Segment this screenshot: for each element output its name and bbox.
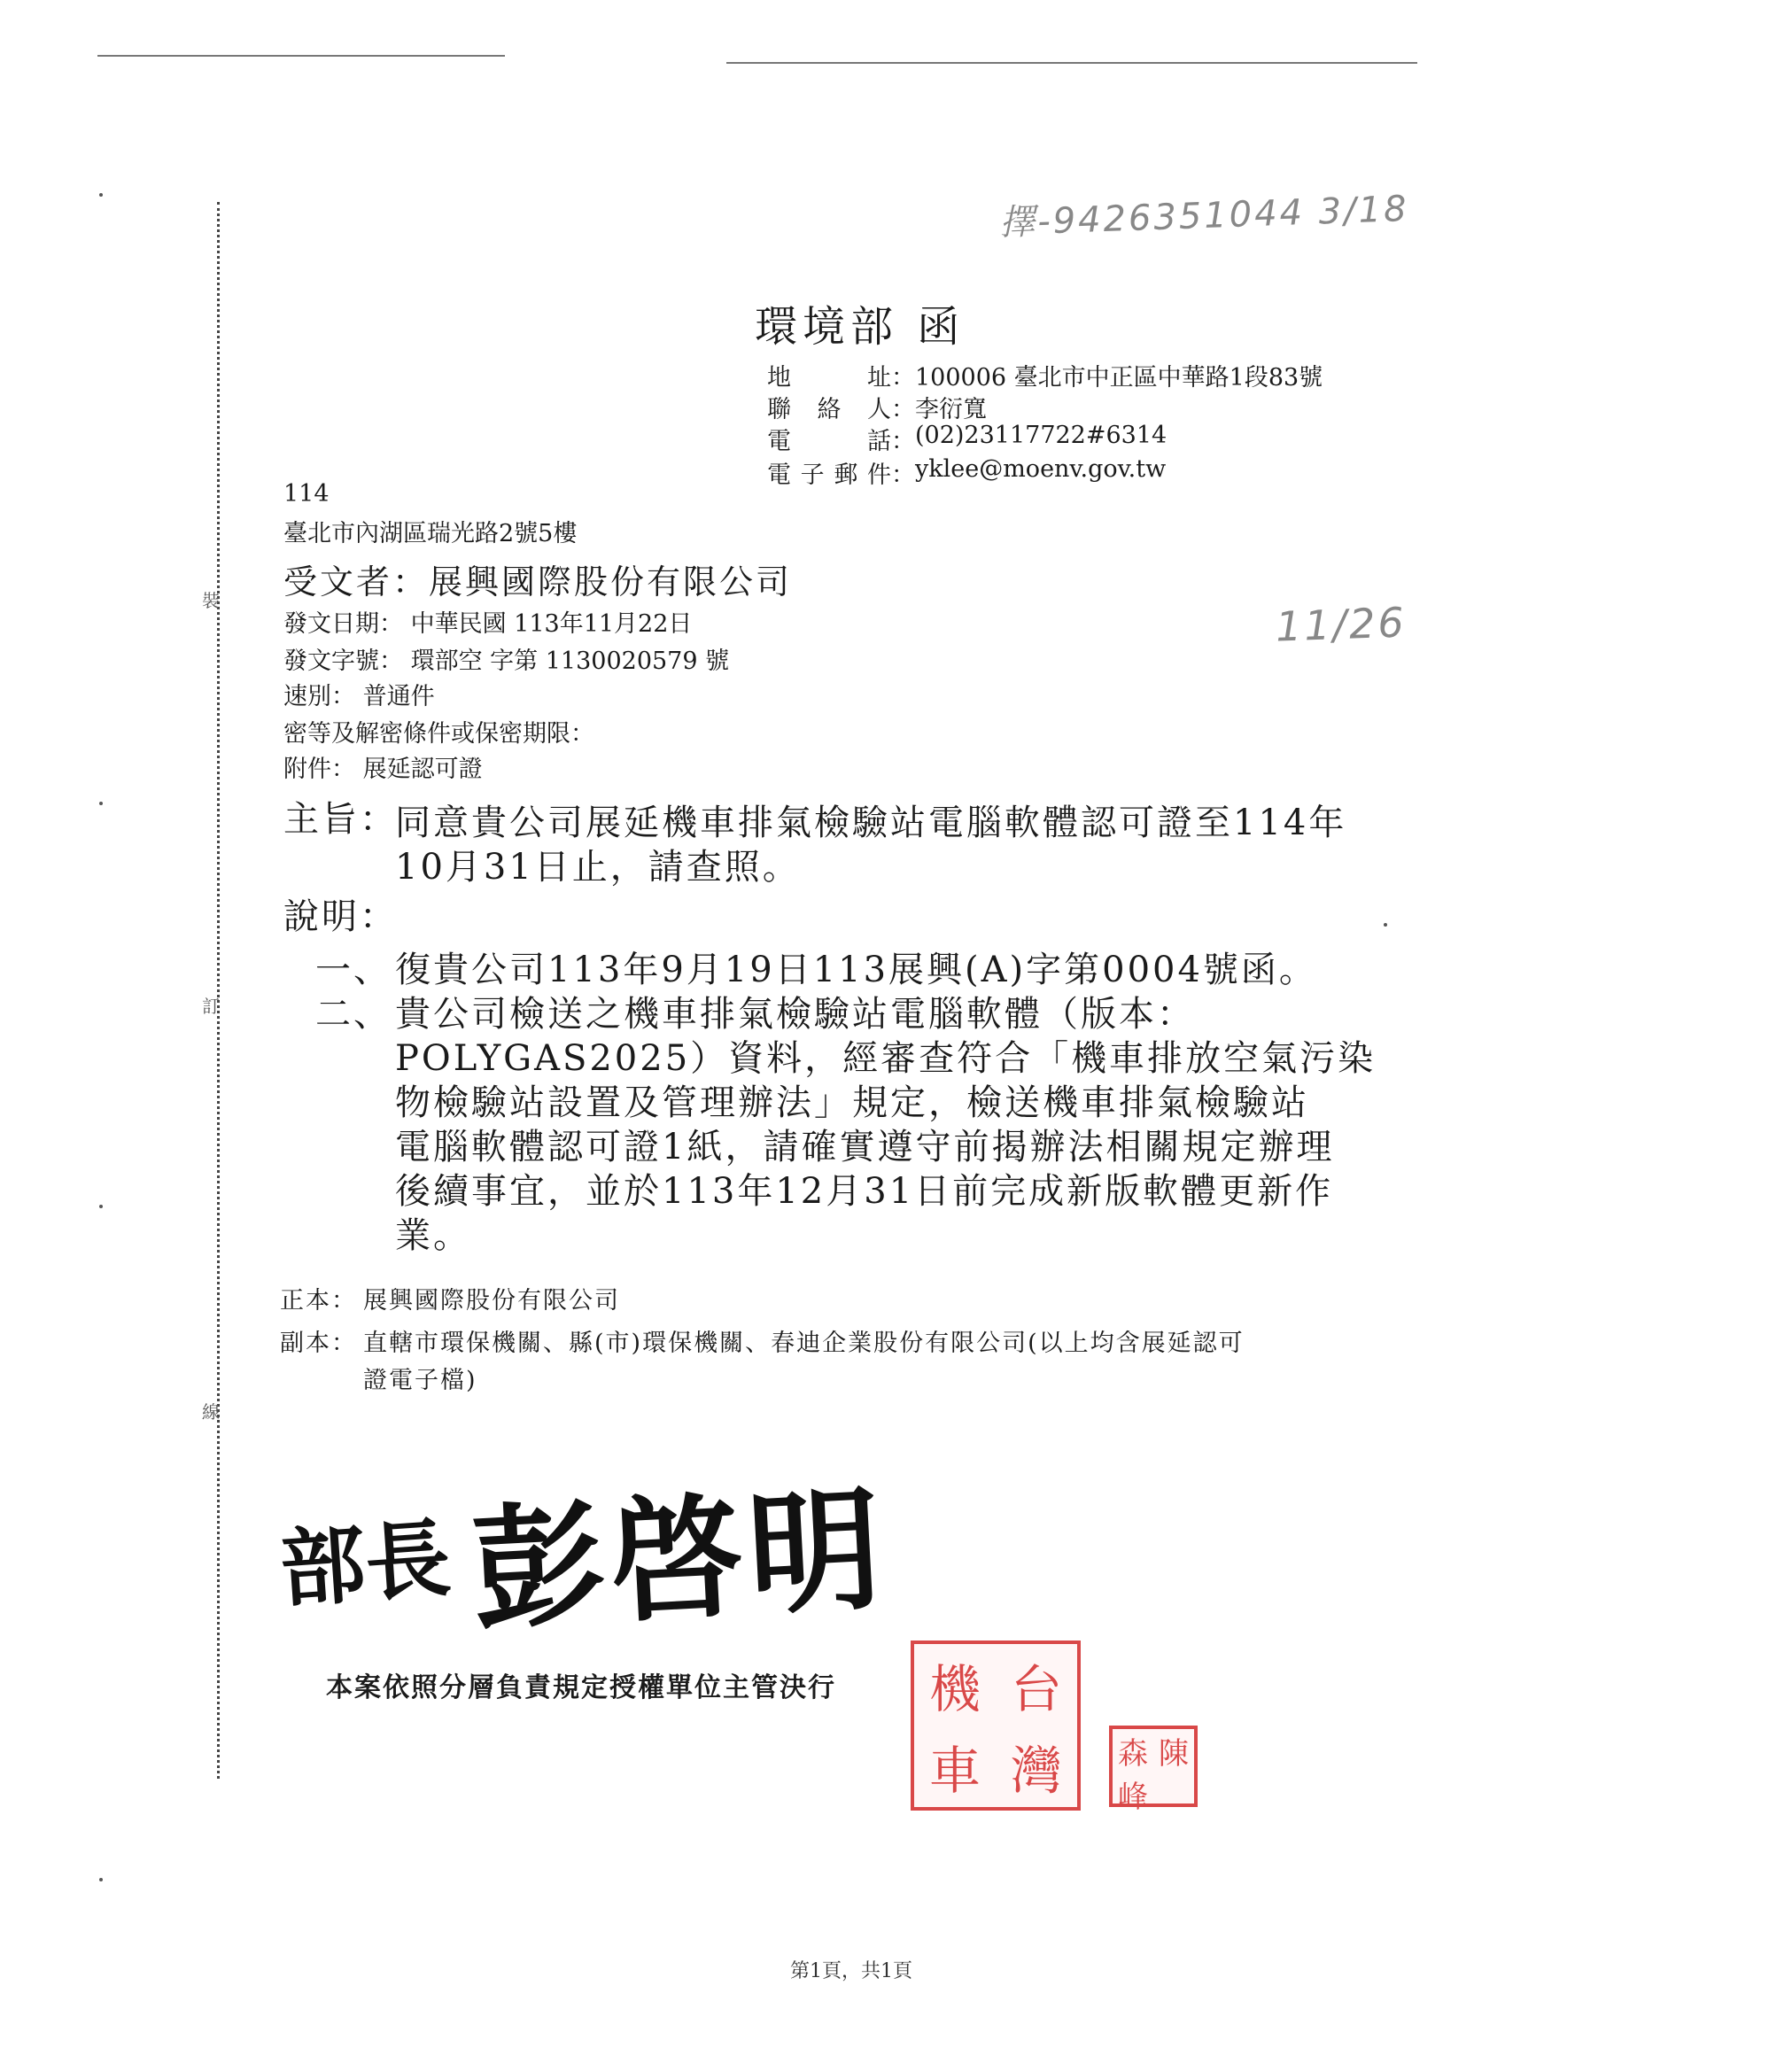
seal-character: 機	[928, 1659, 981, 1719]
colon: ：	[891, 462, 915, 489]
seal-character: 峰	[1118, 1780, 1148, 1815]
explanation-item-line: 業。	[395, 1215, 471, 1256]
colon: ：	[891, 396, 915, 423]
address-label: 地 址	[767, 364, 891, 392]
scan-speck	[99, 802, 103, 805]
contact-person-label: 聯 絡 人	[767, 396, 891, 423]
seal-character: 車	[928, 1741, 981, 1801]
email-label: 電子郵件	[767, 462, 891, 489]
explanation-item: 復貴公司113年9月19日113展興(A)字第0004號函。	[395, 950, 1317, 990]
explanation-item-line: 貴公司檢送之機車排氣檢驗站電腦軟體（版本：	[395, 994, 1195, 1035]
seal-character: 台	[1010, 1659, 1062, 1719]
explanation-item-line: 物檢驗站設置及管理辦法」規定，檢送機車排氣檢驗站	[395, 1082, 1309, 1123]
scan-speck	[1384, 923, 1387, 927]
phone-row	[767, 422, 1167, 456]
email-value: yklee@moenv.gov.tw	[915, 455, 1167, 483]
official-seal	[911, 1641, 1081, 1811]
colon: ：	[891, 428, 915, 455]
seal-character: 森	[1118, 1736, 1148, 1772]
subject-label: 主旨：	[283, 799, 398, 840]
original-recipient: 展興國際股份有限公司	[363, 1287, 620, 1315]
document-title: 環境部 函	[755, 302, 966, 352]
subject-line: 10月31日止，請查照。	[395, 847, 801, 888]
explanation-item-line: POLYGAS2025）資料，經審查符合「機車排放空氣污染	[395, 1038, 1377, 1079]
email-row	[767, 455, 1166, 490]
authorization-note: 本案依照分層負責規定授權單位主管決行	[326, 1672, 836, 1703]
subject-line: 同意貴公司展延機車排氣檢驗站電腦軟體認可證至114年	[395, 803, 1347, 843]
original-recipient-label: 正本：	[280, 1287, 357, 1315]
scan-artifact-line	[97, 55, 505, 57]
address-value: 100006 臺北市中正區中華路1段83號	[915, 364, 1323, 392]
page-number: 第1頁，共1頁	[790, 1960, 912, 1982]
explanation-item-number: 一、	[315, 950, 392, 990]
delivery-speed: 速別： 普通件	[283, 683, 435, 710]
personal-seal	[1109, 1726, 1198, 1815]
explanation-item-line: 電腦軟體認可證1紙，請確實遵守前揭辦法相關規定辦理	[395, 1127, 1335, 1167]
phone-value: (02)23117722#6314	[915, 422, 1168, 449]
handwritten-reference: 擇-9426351044 3/18	[998, 188, 1410, 244]
contact-person-value: 李衍寬	[915, 396, 987, 423]
binding-line	[217, 202, 220, 1779]
recipient-address: 臺北市內湖區瑞光路2號5樓	[283, 520, 578, 547]
secrecy-level: 密等及解密條件或保密期限：	[283, 720, 594, 748]
contact-person-row	[767, 390, 987, 424]
address-row	[767, 358, 1323, 392]
seal-character: 陳	[1159, 1736, 1189, 1772]
binding-mark: 裝	[202, 590, 220, 611]
document-number: 發文字號： 環部空 字第 1130020579 號	[283, 648, 730, 675]
scan-speck	[99, 1205, 103, 1208]
explanation-label: 說明：	[283, 896, 398, 937]
binding-mark: 線	[202, 1401, 220, 1423]
explanation-item-number: 二、	[315, 994, 392, 1035]
seal-character: 灣	[1010, 1741, 1062, 1801]
copy-recipient-line: 證電子檔)	[363, 1367, 477, 1394]
signature-title: 部長	[276, 1508, 454, 1620]
postal-code: 114	[283, 480, 330, 508]
handwritten-date: 11/26	[1275, 598, 1408, 651]
issue-date: 發文日期： 中華民國 113年11月22日	[283, 610, 693, 638]
colon: ：	[891, 364, 915, 392]
scan-speck	[99, 1878, 103, 1881]
phone-label: 電 話	[767, 428, 891, 455]
copy-recipient-line: 直轄市環保機關、縣(市)環保機關、春迪企業股份有限公司(以上均含展延認可	[363, 1330, 1245, 1357]
attachment: 附件： 展延認可證	[283, 756, 483, 783]
scan-speck	[99, 193, 103, 197]
scan-artifact-line	[726, 62, 1417, 64]
signature-name: 彭啓明	[468, 1470, 890, 1649]
recipient: 受文者：展興國際股份有限公司	[283, 562, 793, 601]
copy-recipient-label: 副本：	[280, 1330, 357, 1357]
binding-mark: 訂	[202, 996, 220, 1017]
explanation-item-line: 後續事宜，並於113年12月31日前完成新版軟體更新作	[395, 1171, 1334, 1212]
